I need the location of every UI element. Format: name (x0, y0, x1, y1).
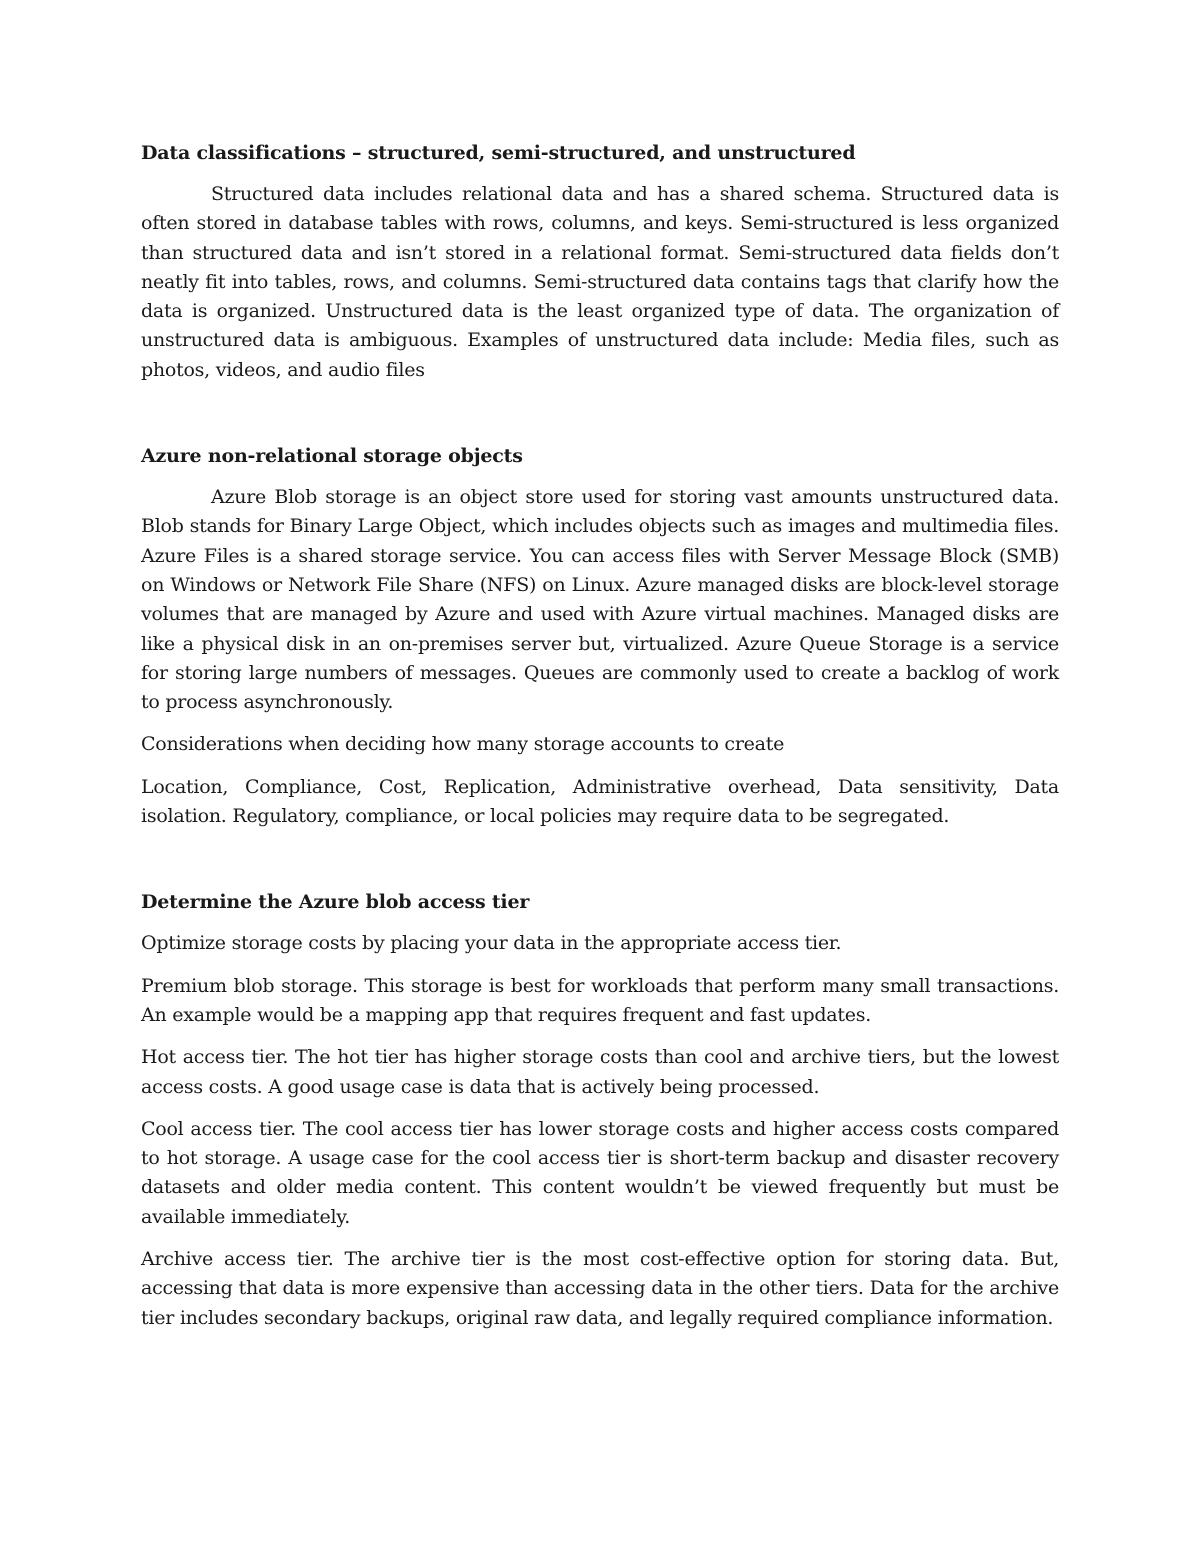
paragraph-considerations-list: Location, Compliance, Cost, Replication, Administrative overhead, Data sensitivity, Data isolation. Regulatory, compliance, or local policies may require data to be segregated. (141, 775, 1059, 828)
section-spacer (141, 398, 1059, 442)
section-spacer (141, 844, 1059, 888)
paragraph-considerations-title: Considerations when deciding how many storage accounts to create (141, 733, 785, 756)
document-page (141, 139, 1059, 1346)
section-heading-blob-access-tier: Determine the Azure blob access tier (141, 891, 530, 914)
paragraph-archive-tier: Archive access tier. The archive tier is the most cost-effective option for storing data. But, accessing that data is more expensive than accessing data in the other tiers. Data for the archive tier includes secondary backups, original raw data, and legally required compliance information. (141, 1248, 1059, 1329)
paragraph-data-classifications: Structured data includes relational data and has a shared schema. Structured data is often stored in database tables with rows, columns, and keys. Semi-structured is less organized than structured data and isn’t stored in a relational format. Semi-structured data fields don’t neatly fit into tables, rows, and columns. Semi-structured data contains tags that clarify how the data is organized. Unstructured data is the least organized type of data. The organization of unstructured data is ambiguous. Examples of unstructured data include: Media files, such as photos, videos, and audio files (141, 183, 1059, 381)
paragraph-optimize-costs: Optimize storage costs by placing your data in the appropriate access tier. (141, 932, 842, 955)
section-heading-data-classifications: Data classifications – structured, semi-structured, and unstructured (141, 142, 856, 164)
paragraph-premium-tier: Premium blob storage. This storage is best for workloads that perform many small transactions. An example would be a mapping app that requires frequent and fast updates. (141, 974, 1059, 1026)
paragraph-azure-storage-objects: Azure Blob storage is an object store used for storing vast amounts unstructured data. Blob stands for Binary Large Object, which includes objects such as images and multimedia files. Azure Files is a shared storage service. You can access files with Server Message Block (SMB) on Windows or Network File Share (NFS) on Linux. Azure managed disks are block-level storage volumes that are managed by Azure and used with Azure virtual machines. Managed disks are like a physical disk in an on-premises server but, virtualized. Azure Queue Storage is a service for storing large numbers of messages. Queues are commonly used to create a backlog of work to process asynchronously. (141, 486, 1059, 714)
paragraph-cool-tier: Cool access tier. The cool access tier has lower storage costs and higher access costs compared to hot storage. A usage case for the cool access tier is short-term backup and disaster recovery datasets and older media content. This content wouldn’t be viewed frequently but must be available immediately. (141, 1117, 1059, 1228)
paragraph-hot-tier: Hot access tier. The hot tier has higher storage costs than cool and archive tiers, but the lowest access costs. A good usage case is data that is actively being processed. (141, 1046, 1059, 1098)
section-heading-azure-non-relational: Azure non-relational storage objects (141, 445, 523, 468)
